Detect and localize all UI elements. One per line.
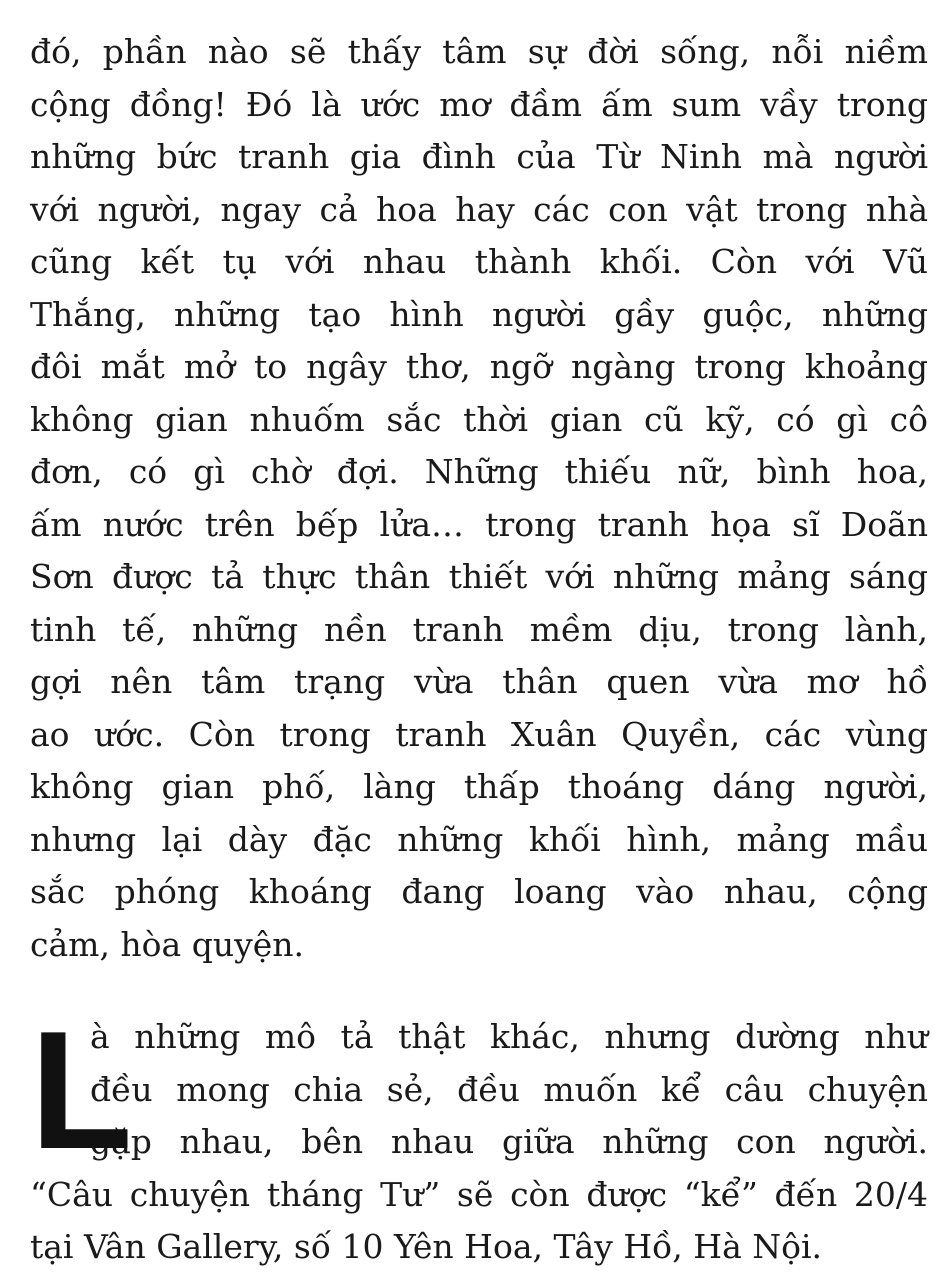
paragraph-2 bbox=[30, 996, 928, 1274]
text-line: không gian nhuốm sắc thời gian cũ kỹ, có gì cô bbox=[30, 399, 928, 439]
text-line: tại Vân Gallery, số 10 Yên Hoa, Tây Hồ, Hà Nội. bbox=[30, 1227, 823, 1266]
text-line: với người, ngay cả hoa hay các con vật trong nhà bbox=[30, 189, 928, 229]
paragraph-1 bbox=[30, 26, 928, 971]
drop-cap: L bbox=[30, 996, 133, 1184]
text-line: cũng kết tụ với nhau thành khối. Còn với Vũ bbox=[30, 242, 928, 281]
text-line: đôi mắt mở to ngây thơ, ngỡ ngàng trong khoảng bbox=[30, 347, 928, 386]
text-line: đơn, có gì chờ đợi. Những thiếu nữ, bình hoa, bbox=[30, 452, 928, 491]
text-line: “Câu chuyện tháng Tư” sẽ còn được “kể” đến 20/4 bbox=[30, 1174, 928, 1214]
text-line: à những mô tả thật khác, nhưng dường như bbox=[90, 1017, 928, 1056]
text-line: đều mong chia sẻ, đều muốn kể câu chuyện bbox=[90, 1069, 928, 1109]
text-line: gặp nhau, bên nhau giữa những con người. bbox=[90, 1122, 928, 1161]
text-line: đó, phần nào sẽ thấy tâm sự đời sống, nỗi niềm bbox=[30, 32, 928, 71]
text-line: sắc phóng khoáng đang loang vào nhau, cộng bbox=[30, 872, 928, 911]
text-line: Sơn được tả thực thân thiết với những mảng sáng bbox=[30, 557, 928, 596]
text-line: tinh tế, những nền tranh mềm dịu, trong lành, bbox=[30, 609, 928, 649]
text-line: cảm, hòa quyện. bbox=[30, 924, 305, 964]
text-line: cộng đồng! Đó là ước mơ đầm ấm sum vầy trong bbox=[30, 84, 928, 124]
text-line: không gian phố, làng thấp thoáng dáng người, bbox=[30, 767, 928, 806]
text-line: nhưng lại dày đặc những khối hình, mảng mầu bbox=[30, 819, 928, 859]
article-body bbox=[30, 26, 928, 1274]
paragraph-gap bbox=[30, 971, 928, 1011]
text-line: Thắng, những tạo hình người gầy guộc, những bbox=[30, 294, 928, 334]
text-line: ấm nước trên bếp lửa… trong tranh họa sĩ Doãn bbox=[30, 504, 928, 544]
text-line: ao ước. Còn trong tranh Xuân Quyền, các vùng bbox=[30, 714, 928, 754]
text-line: gợi nên tâm trạng vừa thân quen vừa mơ hồ bbox=[30, 662, 928, 701]
text-line: những bức tranh gia đình của Từ Ninh mà người bbox=[30, 137, 928, 176]
